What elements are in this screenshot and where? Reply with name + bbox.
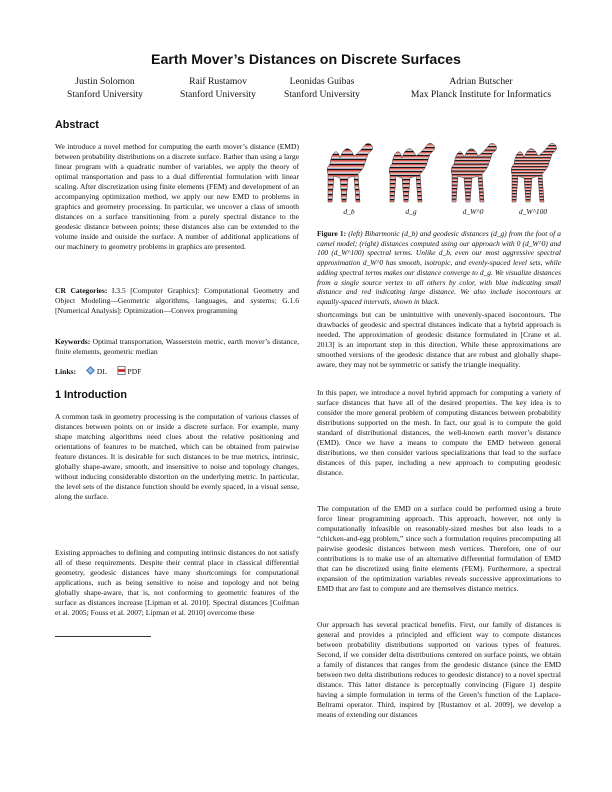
cr-categories-label: CR Categories: xyxy=(55,286,108,295)
figure-1-caption xyxy=(317,229,561,307)
author-block xyxy=(382,76,580,101)
body-paragraph: In this paper, we introduce a novel hybrid approach for computing a variety of surface distances that have all of the desired properties. The key idea is to consider the more general problem of computing distances between probability distributions supported on the mesh. In fact, our goal is to compute the gold standard of distributional distances, the well-known earth mover’s distance (EMD). Once we have a means to compute the EMD between general distributions, we then consider various specializations that lead to the surface distances of this paper, including a new approach to computing geodesic distance. xyxy=(317,388,561,477)
intro-paragraph: Existing approaches to defining and computing intrinsic distances do not satisfy all of these requirements. Despite their central place in classical differential geometry, geodesic distances have many shortcomings for computational applications, such as being sensitive to noise and topology and not being globally shape-aware, that is, not conforming to geometric features of the surface as distances increase [Lipman et al. 2010]. Spectral distances [Coifman et al. 2005; Fouss et al. 2007; Lipman et al. 2010] overcome these xyxy=(55,548,299,617)
author-block xyxy=(158,76,278,101)
pdf-icon xyxy=(117,366,126,375)
figure-caption-label: Figure 1: xyxy=(317,229,347,238)
body-paragraph: Our approach has several practical benefits. First, our family of distances is general and provides a principled and efficient way to compute distances between probability distributions supported on various types of features. Second, if we consider delta distributions centered on surface points, we obtain a family of distances that ranges from the geodesic distance (since the EMD between two delta distributions reduces to geodesic distance) to a novel spectral distance. This latter distance is perceptually convincing (Figure 1) despite having a simple formulation in terms of the Green’s function of the Laplace-Beltrami operator. Third, inspired by [Rustamov et al. 2009], we develop a means of extending our distances xyxy=(317,620,561,719)
author-name: Adrian Butscher xyxy=(449,76,513,87)
abstract-text: We introduce a novel method for computing the earth mover’s distance (EMD) between probability distributions on a discrete surface. Rather than using a large linear program with a quadratic number of variables, we apply the theory of optimal transportation and pass to a dual differential formulation with linear scaling. After discretization using finite elements (FEM) and development of an accompanying optimization method, we apply our new EMD to problems in graphics and geometry processing. In particular, we uncover a class of smooth distances on a surface transitioning from a purely spectral distance to the geodesic distance between points; these distances also can be extended to the volume inside and outside the surface. A number of additional applications of our machinery to geometry problems in graphics are presented. xyxy=(55,142,299,251)
camel-geodesic-image xyxy=(382,140,440,204)
body-paragraph: The computation of the EMD on a surface could be performed using a brute force linear programming approach. This approach, however, not only is computationally infeasible on reasonably-sized meshes but also leads to a “chicken-and-egg problem,” since such a formulation requires precomputing all pairwise geodesic distances between mesh vertices. Therefore, one of our contributions is to make use of an alternative differential formulation of EMD that can be discretized using finite elements (FEM). Furthermore, a spectral expansion of the optimization variables reveals successive approximations to EMD that are fast to compute and are themselves distance metrics. xyxy=(317,504,561,593)
author-block xyxy=(262,76,382,101)
author-name: Leonidas Guibas xyxy=(289,76,355,87)
author-affiliation: Stanford University xyxy=(67,88,143,100)
figure-label: d_W^100 xyxy=(518,207,548,216)
camel-emd0-image xyxy=(444,140,502,204)
figure-label: d_b xyxy=(343,207,355,216)
author-affiliation: Stanford University xyxy=(180,88,256,100)
figure-1 xyxy=(316,140,563,204)
keywords-text: Optimal transportation, Wasserstein metric, earth mover’s distance, finite elements, geometric median xyxy=(55,337,299,356)
pdf-link[interactable]: PDF xyxy=(127,367,142,376)
footnote-rule xyxy=(55,636,151,637)
intro-heading: 1 Introduction xyxy=(55,389,127,401)
figure-label: d_W^0 xyxy=(462,207,484,216)
body-paragraph: shortcomings but can be unintuitive with unevenly-spaced isocontours. The drawbacks of geodesic and spectral distances indicate that a hybrid approach is needed. The approximation of geodesic distance formulated in [Crane et al. 2013] is an important step in this direction. While these approximations are smoothed versions of the geodesic distance that are robust and globally shape-aware, they may not be symmetric or satisfy the triangle inequality. xyxy=(317,310,561,369)
links-label: Links: xyxy=(55,367,76,376)
keywords-label: Keywords: xyxy=(55,337,91,346)
figure-caption-text: (left) Biharmonic (d_b) and geodesic distances (d_g) from the foot of a camel model; (right) distances computed using our approach with 0 (d_W^0) and 100 (d_W^100) spectral terms. Unlike d_b, even our most aggressive spectral approximation d_W^0 has smooth, isotropic, and evenly-spaced level sets, while adding spectral terms makes our distance converge to d_g. We visualize distances from a single source vertex to all others by color, with blue indicating small distance and red indicating large distance. We also include isocontours at equally-spaced intervals, shown in black. xyxy=(317,229,561,306)
camel-emd100-image xyxy=(504,140,562,204)
figure-1-labels xyxy=(316,207,563,219)
keywords xyxy=(55,337,299,357)
camel-biharmonic-image xyxy=(320,140,378,204)
author-name: Raif Rustamov xyxy=(189,76,247,87)
author-block xyxy=(40,76,170,101)
figure-label: d_g xyxy=(405,207,417,216)
author-affiliation: Max Planck Institute for Informatics xyxy=(410,88,552,100)
links-row xyxy=(55,366,299,377)
author-list xyxy=(40,76,580,106)
cr-categories xyxy=(55,286,299,316)
cr-categories-text: I.3.5 [Computer Graphics]: Computational Geometry and Object Modeling—Geometric algorithms, languages, and systems; G.1.6 [Numerical Analysis]: Optimization—Convex programming xyxy=(55,286,300,315)
abstract-heading: Abstract xyxy=(55,119,99,131)
dl-diamond-icon xyxy=(86,366,95,375)
paper-title: Earth Mover’s Distances on Discrete Surfaces xyxy=(151,52,461,68)
intro-paragraph: A common task in geometry processing is the computation of various classes of distances between points on or inside a discrete surface. For example, many shape matching algorithms need clues about the relative positioning and orientations of features to be matched, which can be obtained from pairwise feature distances. It is desirable for such distances to be true metrics, intrinsic, globally shape-aware, smooth, and insensitive to noise and topology changes, without inducing considerable distortion on the underlying metric. In particular, the level sets of the distance function should be evenly spaced, in a visual sense, along the surface. xyxy=(55,412,299,501)
dl-link[interactable]: DL xyxy=(96,367,107,376)
author-affiliation: Stanford University xyxy=(284,88,360,100)
author-name: Justin Solomon xyxy=(75,76,135,87)
